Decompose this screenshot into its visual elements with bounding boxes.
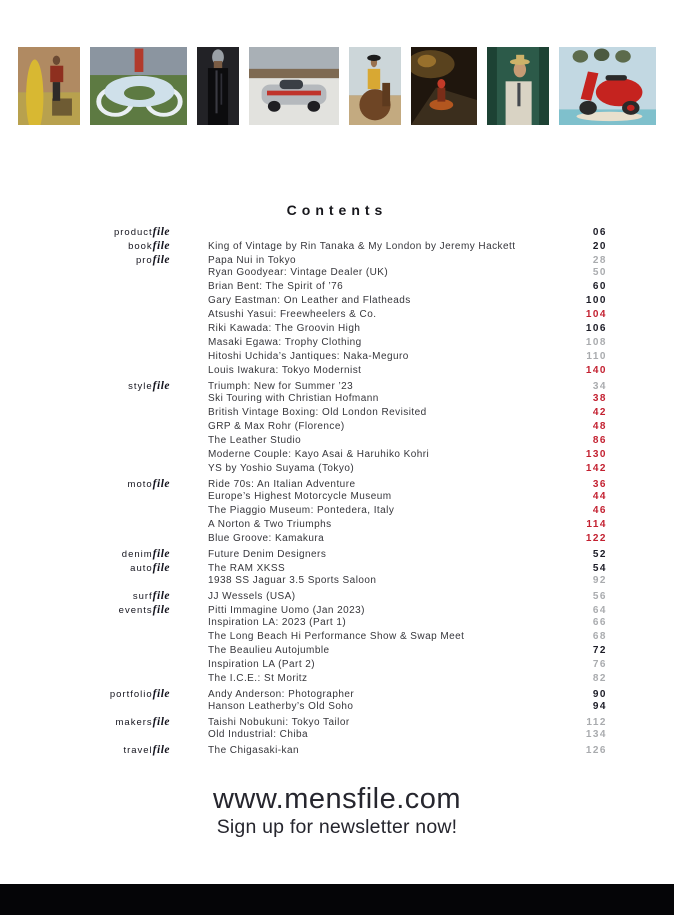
entry-title: Brian Bent: The Spirit of ’76 bbox=[208, 281, 344, 292]
entry-page-number: 108 bbox=[585, 337, 607, 348]
toc-row bbox=[0, 434, 607, 448]
entry-title: Gary Eastman: On Leather and Flatheads bbox=[208, 295, 411, 306]
toc-row bbox=[0, 364, 607, 378]
entry-page-number: 38 bbox=[592, 393, 607, 404]
section-label-prefix: style bbox=[128, 381, 153, 392]
toc-row bbox=[0, 266, 607, 280]
entry-page-number: 56 bbox=[592, 591, 607, 602]
section-label bbox=[0, 560, 170, 576]
entry-title: The Piaggio Museum: Pontedera, Italy bbox=[208, 505, 395, 516]
section-label-file-suffix: file bbox=[152, 716, 170, 728]
entry-page-number: 100 bbox=[585, 295, 607, 306]
toc-row bbox=[0, 294, 607, 308]
entry-title: GRP & Max Rohr (Florence) bbox=[208, 421, 345, 432]
toc-row bbox=[0, 630, 607, 644]
section-label-prefix: book bbox=[128, 241, 153, 252]
page-title: Contents bbox=[286, 202, 388, 218]
thumb-dandy-suit-photo bbox=[487, 47, 549, 125]
entry-title: Moderne Couple: Kayo Asai & Haruhiko Kohri bbox=[208, 449, 430, 460]
entry-page-number: 60 bbox=[592, 281, 607, 292]
toc-row bbox=[0, 560, 607, 574]
section-label-file-suffix: file bbox=[152, 744, 170, 756]
entry-title: Riki Kawada: The Groovin High bbox=[208, 323, 361, 334]
entry-page-number: 114 bbox=[586, 519, 607, 530]
section-label-prefix: events bbox=[118, 605, 153, 616]
toc-row bbox=[0, 462, 607, 476]
entry-title: Triumph: New for Summer ’23 bbox=[208, 381, 354, 392]
entry-page-number: 140 bbox=[585, 365, 607, 376]
entry-page-number: 66 bbox=[592, 617, 607, 628]
toc-list bbox=[0, 224, 607, 756]
entry-page-number: 122 bbox=[585, 533, 607, 544]
toc-row bbox=[0, 518, 607, 532]
section-label-file-suffix: file bbox=[152, 254, 170, 266]
section-label bbox=[0, 476, 170, 492]
entry-page-number: 142 bbox=[585, 463, 607, 474]
entry-title: Future Denim Designers bbox=[208, 549, 327, 560]
toc-row bbox=[0, 252, 607, 266]
entry-title: British Vintage Boxing: Old London Revisited bbox=[208, 407, 427, 418]
toc-row bbox=[0, 672, 607, 686]
entry-page-number: 36 bbox=[592, 479, 607, 490]
section-label-prefix: product bbox=[113, 227, 153, 238]
toc-row bbox=[0, 490, 607, 504]
entry-page-number: 126 bbox=[585, 745, 607, 756]
entry-title: Inspiration LA: 2023 (Part 1) bbox=[208, 617, 347, 628]
toc-row bbox=[0, 504, 607, 518]
section-label-prefix: portfolio bbox=[109, 689, 153, 700]
toc-row bbox=[0, 420, 607, 434]
toc-row bbox=[0, 658, 607, 672]
toc-row bbox=[0, 378, 607, 392]
entry-page-number: 112 bbox=[586, 717, 607, 728]
entry-title: Europe’s Highest Motorcycle Museum bbox=[208, 491, 392, 502]
entry-title: The Beaulieu Autojumble bbox=[208, 645, 330, 656]
entry-title: Inspiration LA (Part 2) bbox=[208, 659, 316, 670]
section-label-prefix: moto bbox=[127, 479, 153, 490]
entry-title: A Norton & Two Triumphs bbox=[208, 519, 332, 530]
toc-row bbox=[0, 602, 607, 616]
entry-page-number: 72 bbox=[592, 645, 607, 656]
entry-page-number: 68 bbox=[592, 631, 607, 642]
entry-title: 1938 SS Jaguar 3.5 Sports Saloon bbox=[208, 575, 377, 586]
entry-title: Ski Touring with Christian Hofmann bbox=[208, 393, 379, 404]
toc-row bbox=[0, 308, 607, 322]
entry-page-number: 34 bbox=[592, 381, 607, 392]
entry-title: YS by Yoshio Suyama (Tokyo) bbox=[208, 463, 355, 474]
newsletter-cta: Sign up for newsletter now! bbox=[216, 816, 458, 838]
entry-page-number: 90 bbox=[592, 689, 607, 700]
section-label-prefix: denim bbox=[121, 549, 153, 560]
toc-row bbox=[0, 322, 607, 336]
entry-title: Taishi Nobukuni: Tokyo Tailor bbox=[208, 717, 350, 728]
toc-row bbox=[0, 728, 607, 742]
entry-title: Atsushi Yasui: Freewheelers & Co. bbox=[208, 309, 377, 320]
section-label-file-suffix: file bbox=[152, 226, 170, 238]
section-label-prefix: travel bbox=[123, 745, 153, 756]
entry-page-number: 42 bbox=[592, 407, 607, 418]
toc-row bbox=[0, 336, 607, 350]
toc-row bbox=[0, 588, 607, 602]
toc-row bbox=[0, 686, 607, 700]
toc-row bbox=[0, 546, 607, 560]
entry-title: Ride 70s: An Italian Adventure bbox=[208, 479, 356, 490]
section-label-prefix: makers bbox=[115, 717, 153, 728]
section-label-file-suffix: file bbox=[152, 604, 170, 616]
toc-row bbox=[0, 644, 607, 658]
section-label-prefix: auto bbox=[130, 563, 153, 574]
entry-page-number: 110 bbox=[586, 351, 607, 362]
section-label bbox=[0, 714, 170, 730]
entry-page-number: 106 bbox=[585, 323, 607, 334]
entry-title: JJ Wessels (USA) bbox=[208, 591, 296, 602]
entry-title: Blue Groove: Kamakura bbox=[208, 533, 325, 544]
toc-row bbox=[0, 616, 607, 630]
thumb-salt-flat-racer-photo bbox=[249, 47, 339, 125]
entry-page-number: 92 bbox=[592, 575, 607, 586]
entry-page-number: 54 bbox=[592, 563, 607, 574]
entry-title: Andy Anderson: Photographer bbox=[208, 689, 355, 700]
toc-row bbox=[0, 280, 607, 294]
photo-strip bbox=[18, 47, 656, 125]
section-label-file-suffix: file bbox=[152, 562, 170, 574]
entry-page-number: 28 bbox=[592, 255, 607, 266]
entry-page-number: 44 bbox=[592, 491, 607, 502]
toc-row bbox=[0, 392, 607, 406]
section-label-prefix: surf bbox=[132, 591, 153, 602]
entry-page-number: 130 bbox=[585, 449, 607, 460]
toc-row bbox=[0, 742, 607, 756]
section-label-file-suffix: file bbox=[152, 380, 170, 392]
entry-page-number: 94 bbox=[592, 701, 607, 712]
entry-page-number: 134 bbox=[585, 729, 607, 740]
entry-title: Hanson Leatherby’s Old Soho bbox=[208, 701, 354, 712]
entry-page-number: 46 bbox=[592, 505, 607, 516]
toc-row bbox=[0, 448, 607, 462]
entry-title: The RAM XKSS bbox=[208, 563, 286, 574]
entry-page-number: 20 bbox=[592, 241, 607, 252]
entry-page-number: 48 bbox=[592, 421, 607, 432]
thumb-leather-rider-photo bbox=[197, 47, 239, 125]
toc-row bbox=[0, 224, 607, 238]
section-label bbox=[0, 686, 170, 702]
entry-title: The Chigasaki-kan bbox=[208, 745, 300, 756]
entry-page-number: 50 bbox=[592, 267, 607, 278]
entry-page-number: 82 bbox=[592, 673, 607, 684]
section-label-file-suffix: file bbox=[152, 240, 170, 252]
entry-title: Papa Nui in Tokyo bbox=[208, 255, 297, 266]
entry-title: The Leather Studio bbox=[208, 435, 302, 446]
entry-page-number: 06 bbox=[592, 227, 607, 238]
entry-page-number: 104 bbox=[585, 309, 607, 320]
section-label-file-suffix: file bbox=[152, 590, 170, 602]
entry-page-number: 64 bbox=[592, 605, 607, 616]
section-label-file-suffix: file bbox=[152, 478, 170, 490]
thumb-red-scooter-photo bbox=[559, 47, 656, 125]
website-url: www.mensfile.com bbox=[212, 783, 462, 815]
entry-title: The Long Beach Hi Performance Show & Swap Meet bbox=[208, 631, 465, 642]
section-label bbox=[0, 378, 170, 394]
entry-title: Pitti Immagine Uomo (Jan 2023) bbox=[208, 605, 365, 616]
section-label-file-suffix: file bbox=[152, 688, 170, 700]
entry-title: Masaki Egawa: Trophy Clothing bbox=[208, 337, 362, 348]
entry-page-number: 86 bbox=[592, 435, 607, 446]
toc-row bbox=[0, 714, 607, 728]
section-label bbox=[0, 602, 170, 618]
thumb-surfboard-van-photo bbox=[18, 47, 80, 125]
thumb-cowboy-horse-photo bbox=[349, 47, 401, 125]
footer bbox=[0, 782, 674, 839]
entry-page-number: 76 bbox=[592, 659, 607, 670]
toc-row bbox=[0, 574, 607, 588]
toc-row bbox=[0, 238, 607, 252]
entry-title: Louis Iwakura: Tokyo Modernist bbox=[208, 365, 362, 376]
thumb-night-skater-photo bbox=[411, 47, 477, 125]
section-label-prefix: pro bbox=[135, 255, 153, 266]
entry-title: King of Vintage by Rin Tanaka & My London by Jeremy Hackett bbox=[208, 241, 516, 252]
entry-title: Ryan Goodyear: Vintage Dealer (UK) bbox=[208, 267, 389, 278]
section-label bbox=[0, 252, 170, 268]
toc-row bbox=[0, 476, 607, 490]
bottom-black-bar bbox=[0, 884, 674, 915]
section-label-file-suffix: file bbox=[152, 548, 170, 560]
entry-page-number: 52 bbox=[592, 549, 607, 560]
toc-row bbox=[0, 532, 607, 546]
toc-row bbox=[0, 700, 607, 714]
entry-title: Old Industrial: Chiba bbox=[208, 729, 309, 740]
entry-title: The I.C.E.: St Moritz bbox=[208, 673, 308, 684]
toc-row bbox=[0, 350, 607, 364]
toc-row bbox=[0, 406, 607, 420]
entry-title: Hitoshi Uchida’s Jantiques: Naka-Meguro bbox=[208, 351, 409, 362]
thumb-blue-bicycle-photo bbox=[90, 47, 187, 125]
section-label bbox=[0, 742, 170, 758]
